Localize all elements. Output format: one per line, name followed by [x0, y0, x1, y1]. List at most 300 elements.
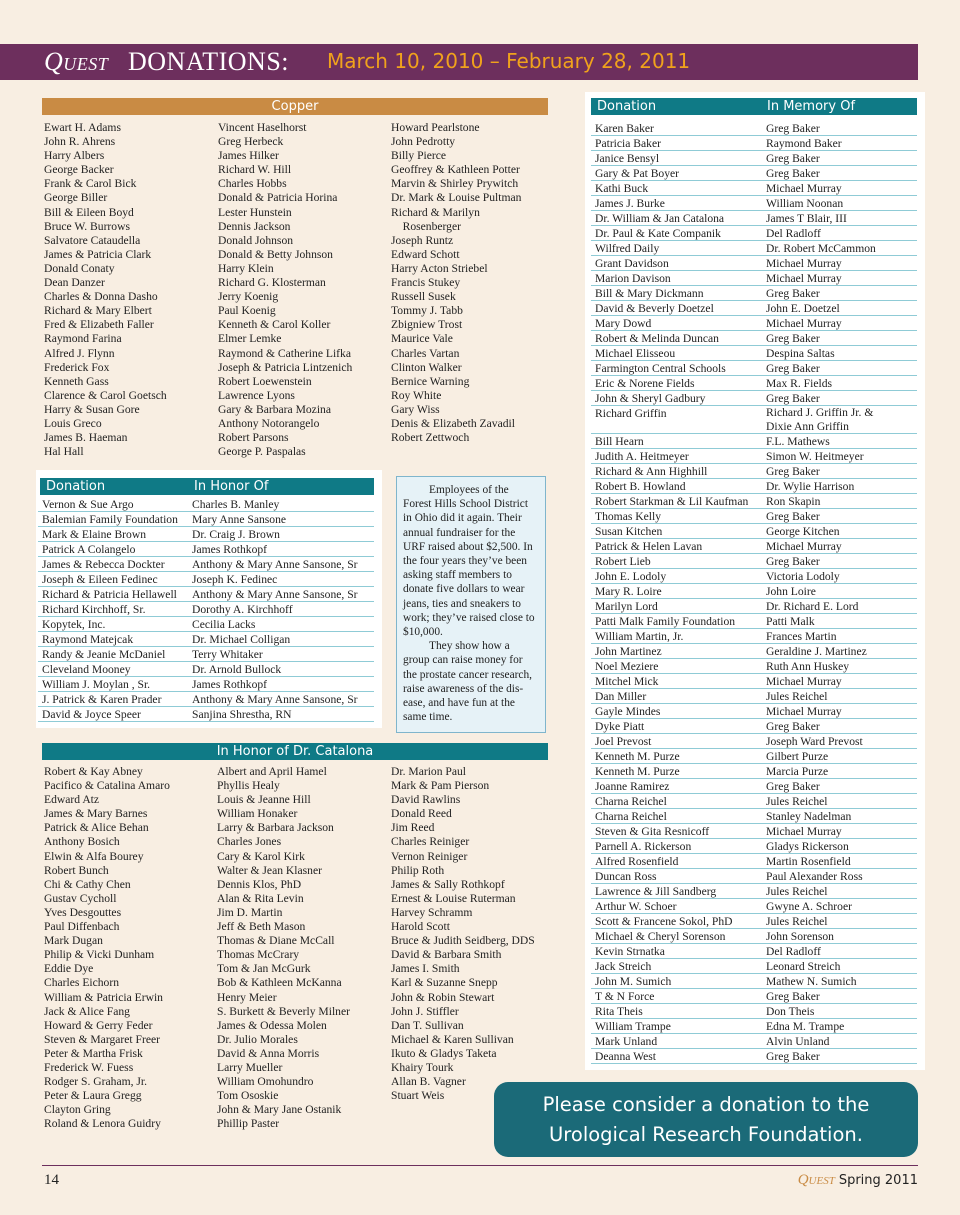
- list-item: Joseph & Patricia Lintzenich: [218, 360, 353, 374]
- list-item: Tom Ososkie: [217, 1089, 279, 1103]
- honoree-name: Michael Murray: [766, 675, 842, 688]
- donor-name: Charna Reichel: [595, 795, 667, 808]
- table-row: [591, 121, 917, 136]
- banner-donations: DONATIONS:: [128, 47, 289, 76]
- table-row: [591, 494, 917, 509]
- callout-paragraph-1: Employees of the Forest Hills School District in Ohio did it again. Their annual fundraiser for the URF raised about $2,500. In the four years they’ve been asking staff members to donate five dollars to wear jeans, ties and sneakers to work; they’ve raised close to $10,000.: [403, 484, 535, 639]
- list-item: Paul Koenig: [218, 304, 276, 318]
- table-row: [591, 524, 917, 539]
- list-item: James & Sally Rothkopf: [391, 877, 505, 891]
- table-row: [591, 764, 917, 779]
- honoree-name: Del Radloff: [766, 227, 821, 240]
- list-item: Peter & Martha Frisk: [44, 1046, 143, 1060]
- table-row: [591, 674, 917, 689]
- table-row: [38, 662, 374, 677]
- honoree-name: Martin Rosenfield: [766, 855, 851, 868]
- list-item: Donald Conaty: [44, 261, 115, 275]
- honoree-name: Despina Saltas: [766, 347, 835, 360]
- table-row: [591, 196, 917, 211]
- list-item: Harry Klein: [218, 261, 274, 275]
- donation-callout: [494, 1082, 918, 1157]
- list-item: Dean Danzer: [44, 276, 105, 290]
- donor-name: Rita Theis: [595, 1005, 643, 1018]
- list-item: Karl & Suzanne Snepp: [391, 976, 498, 990]
- honoree-name: Simon W. Heitmeyer: [766, 450, 864, 463]
- footer-rule: [42, 1165, 918, 1166]
- honor-header-donation: Donation: [46, 479, 106, 494]
- donor-name: Robert Lieb: [595, 555, 651, 568]
- donor-name: Patti Malk Family Foundation: [595, 615, 736, 628]
- honoree-name: Don Theis: [766, 1005, 815, 1018]
- donor-name: Richard Kirchhoff, Sr.: [42, 603, 146, 616]
- honoree-name: Greg Baker: [766, 167, 820, 180]
- list-item: Rosenberger: [391, 219, 461, 233]
- list-item: Bob & Kathleen McKanna: [217, 976, 342, 990]
- list-item: Geoffrey & Kathleen Potter: [391, 163, 520, 177]
- honoree-name: Jules Reichel: [766, 795, 828, 808]
- honoree-name: Greg Baker: [766, 152, 820, 165]
- memory-header: [591, 98, 917, 115]
- list-item: John Pedrotty: [391, 135, 456, 149]
- list-item: David & Anna Morris: [217, 1046, 320, 1060]
- donor-name: Richard & Patricia Hellawell: [42, 588, 177, 601]
- table-row: [591, 181, 917, 196]
- banner-quest: Quest: [44, 47, 109, 76]
- list-item: Marvin & Shirley Prywitch: [391, 177, 519, 191]
- list-item: Harry & Susan Gore: [44, 402, 140, 416]
- honoree-name: Paul Alexander Ross: [766, 870, 863, 883]
- honor-header: [40, 478, 374, 495]
- list-item: Allan B. Vagner: [391, 1075, 466, 1089]
- honoree-name: Dr. Michael Colligan: [192, 633, 291, 646]
- donor-name: Janice Bensyl: [595, 152, 660, 165]
- list-item: Harry Acton Striebel: [391, 261, 488, 275]
- table-row: [38, 527, 374, 542]
- list-item: Elmer Lemke: [218, 332, 282, 346]
- list-item: James I. Smith: [391, 962, 460, 976]
- table-row: [591, 286, 917, 301]
- table-row: [591, 166, 917, 181]
- list-item: Edward Schott: [391, 247, 460, 261]
- honoree-name: Victoria Lodoly: [766, 570, 840, 583]
- list-item: Clayton Gring: [44, 1103, 111, 1117]
- list-item: Donald & Betty Johnson: [218, 247, 333, 261]
- list-item: Ikuto & Gladys Taketa: [391, 1046, 497, 1060]
- honoree-name: George Kitchen: [766, 525, 840, 538]
- list-item: Alfred J. Flynn: [44, 346, 115, 360]
- list-item: Gary & Barbara Mozina: [218, 402, 331, 416]
- list-item: Thomas & Diane McCall: [217, 934, 335, 948]
- list-item: Cary & Karol Kirk: [217, 849, 305, 863]
- honoree-name: Greg Baker: [766, 780, 820, 793]
- list-item: Frank & Carol Bick: [44, 177, 137, 191]
- table-row: [38, 512, 374, 527]
- donor-name: Bill & Mary Dickmann: [595, 287, 704, 300]
- donor-name: Cleveland Mooney: [42, 663, 131, 676]
- table-row: [591, 704, 917, 719]
- honoree-name: Cecilia Lacks: [192, 618, 256, 631]
- honoree-name: Stanley Nadelman: [766, 810, 852, 823]
- table-row: [591, 361, 917, 376]
- list-item: Harry Albers: [44, 149, 105, 163]
- table-row: [38, 692, 374, 707]
- list-item: Hal Hall: [44, 445, 84, 459]
- list-item: Jack & Alice Fang: [44, 1004, 130, 1018]
- table-row: [591, 406, 917, 434]
- memory-header-donation: Donation: [597, 99, 657, 114]
- table-row: [591, 256, 917, 271]
- honoree-name: James Rothkopf: [192, 678, 268, 691]
- honor-table: [38, 497, 374, 722]
- list-item: Mark Dugan: [44, 934, 103, 948]
- list-item: Yves Desgouttes: [44, 905, 122, 919]
- donor-name: Mark Unland: [595, 1035, 658, 1048]
- donor-name: Steven & Gita Resnicoff: [595, 825, 710, 838]
- list-item: Anthony Bosich: [44, 835, 120, 849]
- list-item: Chi & Cathy Chen: [44, 877, 131, 891]
- honoree-name: Dorothy A. Kirchhoff: [192, 603, 293, 616]
- donor-name: Mary Dowd: [595, 317, 652, 330]
- honoree-name: Jules Reichel: [766, 915, 828, 928]
- list-item: John & Mary Jane Ostanik: [217, 1103, 342, 1117]
- table-row: [591, 151, 917, 166]
- list-item: Frederick W. Fuess: [44, 1060, 134, 1074]
- memory-header-memory: In Memory Of: [767, 99, 856, 114]
- table-row: [591, 391, 917, 406]
- list-item: William Omohundro: [217, 1075, 314, 1089]
- list-item: John & Robin Stewart: [391, 990, 495, 1004]
- table-row: [591, 689, 917, 704]
- donor-name: Balemian Family Foundation: [42, 513, 178, 526]
- cta-line-2: Urological Research Foundation.: [549, 1123, 863, 1146]
- honoree-name: James Rothkopf: [192, 543, 268, 556]
- donor-name: William J. Moylan , Sr.: [42, 678, 151, 691]
- donor-name: T & N Force: [595, 990, 655, 1003]
- table-row: [591, 316, 917, 331]
- list-item: Walter & Jean Klasner: [217, 863, 322, 877]
- list-item: Stuart Weis: [391, 1089, 445, 1103]
- list-item: John J. Stiffler: [391, 1004, 459, 1018]
- table-row: [591, 629, 917, 644]
- honoree-name: Gilbert Purze: [766, 750, 829, 763]
- list-item: Rodger S. Graham, Jr.: [44, 1075, 148, 1089]
- list-item: Tom & Jan McGurk: [217, 962, 311, 976]
- donor-name: Thomas Kelly: [595, 510, 662, 523]
- table-row: [591, 1049, 917, 1064]
- table-row: [591, 914, 917, 929]
- honoree-name: Michael Murray: [766, 317, 842, 330]
- list-item: Patrick & Alice Behan: [44, 821, 149, 835]
- list-item: Greg Herbeck: [218, 135, 284, 149]
- list-item: Fred & Elizabeth Faller: [44, 318, 154, 332]
- honoree-name: Anthony & Mary Anne Sansone, Sr: [192, 558, 358, 571]
- table-row: [591, 136, 917, 151]
- list-item: Phillip Paster: [217, 1117, 280, 1131]
- donor-name: John Martinez: [595, 645, 662, 658]
- table-row: [38, 677, 374, 692]
- list-item: Kenneth Gass: [44, 374, 109, 388]
- list-item: Khairy Tourk: [391, 1060, 454, 1074]
- list-item: Vincent Haselhorst: [218, 121, 307, 134]
- list-item: Howard & Gerry Feder: [44, 1018, 153, 1032]
- donor-name: Charna Reichel: [595, 810, 667, 823]
- table-row: [591, 509, 917, 524]
- list-item: Joseph Runtz: [391, 233, 454, 247]
- honoree-name: Dr. Arnold Bullock: [192, 663, 282, 676]
- callout-paragraph-2: They show how a group can raise money for the prostate cancer research, raise awareness of the dis-ease, and have fun at the same time.: [403, 640, 533, 724]
- copper-column-3: [391, 121, 521, 445]
- table-row: [591, 346, 917, 361]
- list-item: Lawrence Lyons: [218, 388, 295, 402]
- list-item: Richard W. Hill: [218, 163, 292, 177]
- donor-name: Lawrence & Jill Sandberg: [595, 885, 717, 898]
- donor-name: Mary R. Loire: [595, 585, 662, 598]
- donor-name: Duncan Ross: [595, 870, 657, 883]
- honoree-name: Michael Murray: [766, 825, 842, 838]
- table-row: [38, 632, 374, 647]
- honoree-name: Patti Malk: [766, 615, 815, 628]
- table-row: [591, 899, 917, 914]
- table-row: [591, 1004, 917, 1019]
- honoree-name: Dr. Richard E. Lord: [766, 600, 859, 613]
- list-item: Frederick Fox: [44, 360, 110, 374]
- table-row: [591, 241, 917, 256]
- donor-name: Richard Griffin: [595, 407, 667, 420]
- donor-name: Marion Davison: [595, 272, 671, 285]
- donor-name: Robert & Melinda Duncan: [595, 332, 719, 345]
- table-row: [591, 479, 917, 494]
- table-row: [591, 464, 917, 479]
- list-item: Anthony Notorangelo: [218, 416, 320, 430]
- table-row: [591, 854, 917, 869]
- list-item: Pacifico & Catalina Amaro: [44, 779, 170, 793]
- donor-name: John M. Sumich: [595, 975, 672, 988]
- donor-name: Deanna West: [595, 1050, 656, 1063]
- list-item: Kenneth & Carol Koller: [218, 318, 331, 332]
- donor-name: Mitchel Mick: [595, 675, 659, 688]
- honoree-name: Marcia Purze: [766, 765, 829, 778]
- honoree-name: Gwyne A. Schroer: [766, 900, 852, 913]
- list-item: Richard G. Klosterman: [218, 276, 326, 290]
- honoree-name: Richard J. Griffin Jr. & Dixie Ann Griffin: [766, 406, 874, 433]
- table-row: [591, 449, 917, 464]
- honoree-name: James T Blair, III: [766, 212, 847, 225]
- banner-dates: March 10, 2010 – February 28, 2011: [327, 49, 691, 73]
- donor-name: Michael & Cheryl Sorenson: [595, 930, 726, 943]
- list-item: Charles Reiniger: [391, 835, 470, 849]
- honoree-name: Del Radloff: [766, 945, 821, 958]
- donor-name: Kathi Buck: [595, 182, 649, 195]
- honoree-name: Sanjina Shrestha, RN: [192, 708, 292, 721]
- honoree-name: Mary Anne Sansone: [192, 513, 287, 526]
- table-row: [591, 824, 917, 839]
- table-row: [591, 1034, 917, 1049]
- honoree-name: Edna M. Trampe: [766, 1020, 845, 1033]
- list-item: Salvatore Cataudella: [44, 233, 141, 247]
- honoree-name: Greg Baker: [766, 392, 820, 405]
- donor-name: Arthur W. Schoer: [595, 900, 677, 913]
- donor-name: Robert B. Howland: [595, 480, 686, 493]
- honoree-name: Greg Baker: [766, 465, 820, 478]
- donor-name: Susan Kitchen: [595, 525, 663, 538]
- list-item: Philip & Vicki Dunham: [44, 948, 155, 962]
- copper-header: Copper: [42, 98, 548, 115]
- honoree-name: Max R. Fields: [766, 377, 833, 390]
- donor-name: Farmington Central Schools: [595, 362, 726, 375]
- catalona-column-2: [217, 765, 350, 1131]
- donor-name: Kopytek, Inc.: [42, 618, 106, 631]
- donor-name: Scott & Francene Sokol, PhD: [595, 915, 733, 928]
- list-item: James & Patricia Clark: [44, 247, 152, 261]
- list-item: Harvey Schramm: [391, 905, 473, 919]
- honoree-name: Ron Skapin: [766, 495, 821, 508]
- list-item: John R. Ahrens: [44, 135, 116, 149]
- cta-line-1: Please consider a donation to the: [542, 1093, 870, 1116]
- list-item: Louis Greco: [44, 416, 102, 430]
- list-item: George Backer: [44, 163, 114, 177]
- footer-quest: Quest: [797, 1172, 835, 1188]
- list-item: Jerry Koenig: [218, 290, 279, 304]
- donor-name: Vernon & Sue Argo: [42, 498, 134, 511]
- table-row: [591, 584, 917, 599]
- list-item: Gary Wiss: [391, 402, 440, 416]
- honoree-name: Ruth Ann Huskey: [766, 660, 850, 673]
- table-row: [591, 929, 917, 944]
- table-row: [591, 644, 917, 659]
- donor-name: John & Sheryl Gadbury: [595, 392, 706, 405]
- honoree-name: Anthony & Mary Anne Sansone, Sr: [192, 693, 358, 706]
- list-item: Bill & Eileen Boyd: [44, 205, 134, 219]
- list-item: Louis & Jeanne Hill: [217, 793, 311, 807]
- donor-name: Patrick & Helen Lavan: [595, 540, 703, 553]
- honoree-name: Alvin Unland: [766, 1035, 830, 1048]
- list-item: Harold Scott: [391, 920, 450, 934]
- donor-name: Marilyn Lord: [595, 600, 658, 613]
- table-row: [38, 557, 374, 572]
- donor-name: William Trampe: [595, 1020, 671, 1033]
- list-item: Dan T. Sullivan: [391, 1018, 464, 1032]
- donor-name: William Martin, Jr.: [595, 630, 684, 643]
- list-item: Eddie Dye: [44, 962, 94, 976]
- table-row: [591, 599, 917, 614]
- page-number: 14: [44, 1172, 59, 1188]
- list-item: William & Patricia Erwin: [44, 990, 163, 1004]
- table-row: [591, 974, 917, 989]
- list-item: Jeff & Beth Mason: [217, 920, 306, 934]
- table-row: [591, 944, 917, 959]
- honoree-name: Frances Martin: [766, 630, 837, 643]
- list-item: Lester Hunstein: [218, 205, 292, 219]
- honoree-name: Terry Whitaker: [192, 648, 263, 661]
- table-row: [591, 434, 917, 449]
- honoree-name: Dr. Robert McCammon: [766, 242, 876, 255]
- memory-table: [591, 121, 917, 1064]
- table-row: [591, 301, 917, 316]
- donor-name: Robert Starkman & Lil Kaufman: [595, 495, 749, 508]
- table-row: [591, 226, 917, 241]
- table-row: [591, 659, 917, 674]
- honoree-name: Charles B. Manley: [192, 498, 280, 511]
- table-row: [591, 719, 917, 734]
- list-item: James Hilker: [218, 149, 279, 163]
- list-item: George P. Paspalas: [218, 445, 306, 459]
- donor-name: David & Beverly Doetzel: [595, 302, 714, 315]
- list-item: Dr. Julio Morales: [217, 1032, 298, 1046]
- donor-name: Kevin Strnatka: [595, 945, 665, 958]
- list-item: Ernest & Louise Ruterman: [391, 891, 516, 905]
- honoree-name: John Loire: [766, 585, 816, 598]
- list-item: Mark & Pam Pierson: [391, 779, 490, 793]
- honoree-name: Dr. Craig J. Brown: [192, 528, 280, 541]
- list-item: Charles & Donna Dasho: [44, 290, 158, 304]
- list-item: Francis Stukey: [391, 276, 461, 290]
- list-item: Tommy J. Tabb: [391, 304, 463, 318]
- list-item: Charles Jones: [217, 835, 282, 849]
- donor-name: Kenneth M. Purze: [595, 750, 680, 763]
- list-item: Larry Mueller: [217, 1060, 283, 1074]
- donor-name: Mark & Elaine Brown: [42, 528, 146, 541]
- donor-name: Eric & Norene Fields: [595, 377, 695, 390]
- footer-issue: [798, 1172, 918, 1189]
- donor-name: Dr. William & Jan Catalona: [595, 212, 725, 225]
- catalona-header: In Honor of Dr. Catalona: [42, 743, 548, 760]
- list-item: Paul Diffenbach: [44, 920, 120, 934]
- list-item: Dennis Klos, PhD: [217, 877, 302, 891]
- footer-issue-label: Spring 2011: [838, 1173, 918, 1188]
- table-row: [591, 271, 917, 286]
- donor-name: Jack Streich: [595, 960, 652, 973]
- donor-name: Kenneth M. Purze: [595, 765, 680, 778]
- list-item: James B. Haeman: [44, 431, 128, 445]
- table-row: [591, 554, 917, 569]
- list-item: Denis & Elizabeth Zavadil: [391, 416, 515, 430]
- table-row: [591, 839, 917, 854]
- list-item: George Biller: [44, 191, 108, 205]
- donor-name: Wilfred Daily: [595, 242, 660, 255]
- list-item: Donald Reed: [391, 807, 452, 821]
- list-item: Steven & Margaret Freer: [44, 1032, 161, 1046]
- donor-name: Joseph & Eileen Fedinec: [42, 573, 158, 586]
- list-item: Howard Pearlstone: [391, 121, 480, 134]
- honoree-name: William Noonan: [766, 197, 844, 210]
- list-item: Zbigniew Trost: [391, 318, 463, 332]
- list-item: William Honaker: [217, 807, 298, 821]
- list-item: James & Odessa Molen: [217, 1018, 327, 1032]
- list-item: Vernon Reiniger: [391, 849, 468, 863]
- honoree-name: Greg Baker: [766, 362, 820, 375]
- copper-column-2: [218, 121, 352, 459]
- list-item: Billy Pierce: [391, 149, 447, 163]
- honoree-name: Joseph K. Fedinec: [192, 573, 278, 586]
- list-item: David & Barbara Smith: [391, 948, 502, 962]
- honoree-name: Michael Murray: [766, 272, 842, 285]
- table-row: [591, 614, 917, 629]
- donor-name: Randy & Jeanie McDaniel: [42, 648, 166, 661]
- table-row: [591, 989, 917, 1004]
- honoree-name: Greg Baker: [766, 287, 820, 300]
- list-item: S. Burkett & Beverly Milner: [217, 1004, 350, 1018]
- honor-header-honor: In Honor Of: [194, 479, 269, 494]
- honoree-name: Greg Baker: [766, 990, 820, 1003]
- donor-name: Patrick A Colangelo: [42, 543, 136, 556]
- list-item: Peter & Laura Gregg: [44, 1089, 142, 1103]
- donor-name: Dyke Piatt: [595, 720, 645, 733]
- donor-name: Joel Prevost: [595, 735, 652, 748]
- list-item: Elwin & Alfa Bourey: [44, 849, 144, 863]
- title-banner: [0, 44, 918, 80]
- honoree-name: Michael Murray: [766, 182, 842, 195]
- list-item: Roy White: [391, 388, 442, 402]
